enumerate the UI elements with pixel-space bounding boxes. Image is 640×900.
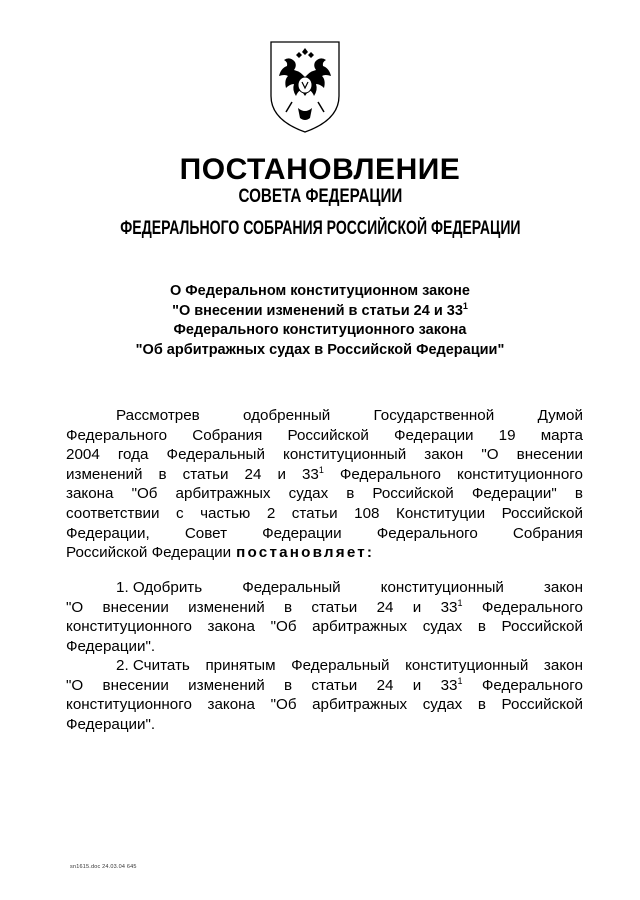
word: статьи — [311, 676, 358, 694]
word: 1. Одобрить — [116, 579, 203, 596]
word: Федеральный — [291, 657, 390, 674]
article-superscript: 1 — [457, 675, 463, 686]
word: 108 — [354, 504, 380, 522]
word: Российской — [501, 618, 583, 636]
subject-line-2 — [70, 302, 570, 322]
word: с — [176, 504, 184, 522]
word: статьи — [182, 465, 229, 483]
article-superscript: 1 — [457, 597, 463, 608]
word: закон — [543, 579, 583, 596]
word: арбитражных — [175, 485, 271, 503]
word-with-superscript — [441, 676, 463, 696]
preamble-line-4 — [66, 465, 583, 485]
word: "Об — [131, 485, 158, 503]
word: 2. Считать — [116, 657, 190, 674]
word: марта — [540, 426, 583, 444]
preamble-paragraph — [66, 406, 583, 563]
word: конституционный — [283, 446, 407, 464]
item-2-paragraph — [66, 656, 583, 734]
word: Совет — [184, 524, 228, 542]
item-2-line-2 — [66, 676, 583, 696]
word: внесении — [516, 446, 583, 464]
word: Федерации — [262, 524, 342, 542]
word: года — [117, 446, 149, 464]
word: 24 — [376, 598, 394, 616]
issuing-body-line-2 — [0, 218, 640, 240]
word: в — [346, 485, 355, 503]
preamble-line-3 — [66, 445, 583, 465]
word: закон — [424, 446, 464, 464]
word: Думой — [537, 407, 583, 424]
word: и — [412, 676, 422, 694]
word: в — [284, 598, 293, 616]
word: Федерации, — [66, 524, 150, 542]
article-number: 33 — [440, 676, 458, 694]
word: изменений — [188, 598, 265, 616]
document-subject — [70, 282, 570, 360]
word: закона — [207, 696, 256, 714]
word: изменений — [188, 676, 265, 694]
word: 2 — [266, 504, 276, 522]
operative-verb: постановляет: — [236, 544, 375, 562]
article-number: 33 — [440, 598, 458, 616]
word: и — [412, 598, 422, 616]
preamble-line-5 — [66, 484, 583, 504]
word: конституционный — [380, 579, 504, 596]
word: и — [277, 465, 286, 483]
item-2-line-1 — [66, 656, 583, 676]
word: Российской — [287, 426, 369, 444]
word: 2004 — [66, 446, 100, 464]
file-reference-footer: sn1615.doc 24.03.04 645 — [70, 864, 137, 870]
word: 19 — [498, 426, 516, 444]
item-1-paragraph — [66, 578, 583, 656]
item-1-line-4 — [66, 637, 583, 657]
word: Российской — [501, 504, 583, 522]
word: Федерального — [481, 598, 583, 616]
word: "Об — [270, 696, 297, 714]
double-headed-eagle-emblem-icon — [268, 38, 342, 134]
word: Российской — [501, 696, 583, 714]
word: внесении — [102, 676, 169, 694]
issuing-body-line-2-text: ФЕДЕРАЛЬНОГО СОБРАНИЯ РОССИЙСКОЙ ФЕДЕРАЦИИ — [119, 218, 521, 239]
item-1-line-3 — [66, 617, 583, 637]
word: в — [284, 676, 293, 694]
word: Федерального — [66, 426, 168, 444]
word: закон — [543, 657, 583, 674]
word-with-superscript — [302, 465, 324, 485]
word: Федерации". — [66, 637, 156, 655]
word: "О — [481, 446, 499, 464]
word: Федерального — [339, 465, 441, 483]
subject-line-4: "Об арбитражных судах в Российской Федерации" — [135, 341, 505, 358]
word: судах — [422, 618, 463, 636]
word: Федерации — [394, 426, 474, 444]
word: принятым — [205, 657, 276, 674]
word: Государственной — [373, 407, 495, 424]
issuing-body-line-1-text: СОВЕТА ФЕДЕРАЦИИ — [238, 186, 402, 207]
word: внесении — [102, 598, 169, 616]
issuing-body-line-1 — [0, 186, 640, 208]
word: Конституции — [395, 504, 486, 522]
word: арбитражных — [312, 696, 408, 714]
word: в — [158, 465, 167, 483]
word: "О — [66, 598, 84, 616]
preamble-line-6 — [66, 504, 583, 524]
article-number: 33 — [301, 465, 319, 483]
preamble-line-7 — [66, 524, 583, 544]
document-title: ПОСТАНОВЛЕНИЕ — [179, 153, 461, 186]
word: закона — [207, 618, 256, 636]
word: конституционного — [66, 618, 192, 636]
word: изменений — [66, 465, 143, 483]
subject-line-1: О Федеральном конституционном законе — [170, 283, 470, 299]
word: Собрания — [192, 426, 263, 444]
word: конституционного — [66, 696, 192, 714]
word: арбитражных — [312, 618, 408, 636]
item-1-line-2 — [66, 598, 583, 618]
item-1-line-1 — [66, 578, 583, 598]
word: Собрания — [512, 524, 583, 542]
preamble-line-8 — [66, 543, 583, 563]
word: Российской Федерации — [66, 544, 232, 562]
word: "Об — [270, 618, 297, 636]
word: Федерации" — [471, 485, 557, 503]
word: Российской — [372, 485, 454, 503]
word: 24 — [244, 465, 262, 483]
preamble-line-2 — [66, 426, 583, 446]
word: судах — [422, 696, 463, 714]
word-with-superscript — [441, 598, 463, 618]
subject-superscript: 1 — [462, 300, 468, 311]
word: "О — [66, 676, 84, 694]
word: закона — [66, 485, 114, 503]
word: конституционный — [405, 657, 529, 674]
word: Рассмотрев — [116, 407, 200, 424]
word: 24 — [376, 676, 394, 694]
word: в — [574, 485, 583, 503]
word: статьи — [291, 504, 338, 522]
item-2-line-4 — [66, 715, 583, 735]
word: Федерального — [376, 524, 478, 542]
word: соответствии — [66, 504, 160, 522]
word: в — [477, 618, 486, 636]
word: конституционного — [457, 465, 583, 483]
word: одобренный — [243, 407, 331, 424]
article-superscript: 1 — [318, 464, 324, 475]
word: статьи — [311, 598, 358, 616]
word: Федерального — [481, 676, 583, 694]
subject-line-3: Федерального конституционного закона — [173, 322, 467, 338]
word: судах — [288, 485, 329, 503]
word: Федеральный — [242, 579, 341, 596]
item-2-line-3 — [66, 695, 583, 715]
word: Федерации". — [66, 715, 156, 733]
word: частью — [200, 504, 251, 522]
subject-line-2-text: "О внесении изменений в статьи 24 и 33 — [172, 302, 463, 319]
word: в — [477, 696, 486, 714]
preamble-line-1 — [66, 406, 583, 426]
word: Федеральный — [166, 446, 265, 464]
